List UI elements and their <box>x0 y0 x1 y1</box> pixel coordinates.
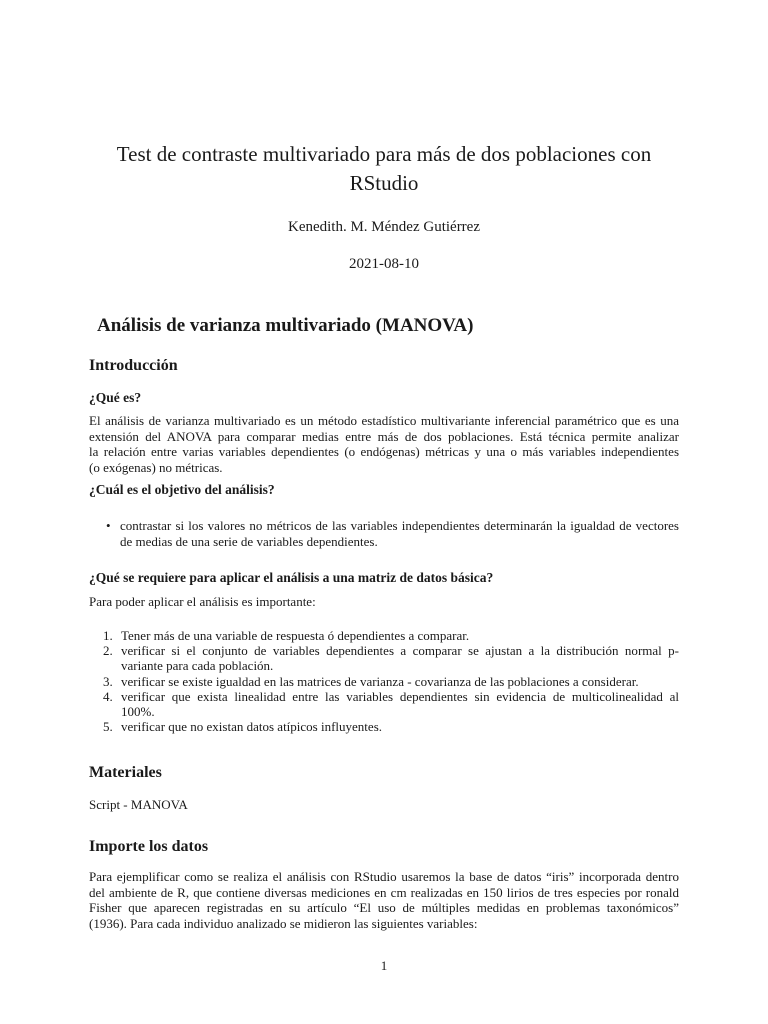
list-item-line: verificar si el conjunto de variables dependientes a comparar se ajustan a la distribución normal p- <box>121 643 679 659</box>
document-author: Kenedith. M. Méndez Gutiérrez <box>287 219 480 235</box>
list-item-number: 5. <box>103 719 113 735</box>
list-item <box>89 674 679 689</box>
list-item-number: 1. <box>103 628 113 643</box>
list-item-line: 100%. <box>121 704 155 720</box>
list-item-line: verificar que exista linealidad entre las variables dependientes sin evidencia de multicolinealidad al <box>121 688 679 704</box>
materiales-text: Script - MANOVA <box>89 797 188 812</box>
subsection-heading-importe: Importe los datos <box>89 838 209 855</box>
question-heading-que-es: ¿Qué es? <box>89 390 142 405</box>
paragraph-line: (1936). Para cada individuo analizado se midieron las siguientes variables: <box>89 915 478 931</box>
question-heading-requiere: ¿Qué se requiere para aplicar el análisis a una matriz de datos básica? <box>89 570 494 585</box>
document-date: 2021-08-10 <box>349 256 419 272</box>
subsection-heading-introduccion: Introducción <box>89 357 178 374</box>
paragraph-line: Para ejemplificar como se realiza el análisis con RStudio usaremos la base de datos “iris” incorporada dentro <box>89 869 679 884</box>
list-item <box>89 689 679 719</box>
list-item-number: 3. <box>103 673 113 689</box>
list-item-line: contrastar si los valores no métricos de las variables independientes determinarán la igualdad de vectores <box>120 518 679 533</box>
list-item-line: verificar que no existan datos atípicos influyentes. <box>121 719 383 735</box>
paragraph-line: El análisis de varianza multivariado es un método estadístico multivariante inferencial paramétrico que es una <box>89 413 679 428</box>
paragraph-requiere-intro: Para poder aplicar el análisis es importante: <box>89 594 316 609</box>
paragraph-line: Fisher que aparecen registradas en su artículo “El uso de múltiples medidas en problemas taxonómicos” <box>89 900 679 915</box>
list-item <box>89 719 679 734</box>
list-item-line: Tener más de una variable de respuesta ó dependientes a comparar. <box>121 628 470 643</box>
paragraph-line: (o exógenas) no métricas. <box>89 459 223 475</box>
page-number: 1 <box>380 958 388 973</box>
objetivo-bullet-list <box>89 518 679 549</box>
question-heading-objetivo: ¿Cuál es el objetivo del análisis? <box>89 482 275 497</box>
section-heading-manova: Análisis de varianza multivariado (MANOVA) <box>97 315 474 336</box>
paragraph-line: extensión del ANOVA para comparar medias entre más de dos poblaciones. Está técnica permite analizar <box>89 428 679 444</box>
paragraph-importe <box>89 869 679 931</box>
list-item <box>89 643 679 673</box>
paragraph-line: del ambiente de R, que contiene diversas mediciones en cm realizadas en 150 lirios de tres especies por ronald <box>89 884 679 900</box>
list-item-number: 2. <box>103 643 113 659</box>
list-item-line: verificar se existe igualdad en las matrices de varianza - covarianza de las poblaciones a considerar. <box>121 673 639 689</box>
paragraph-line: la relación entre varias variables dependientes (o endógenas) métricas y una o más variables independientes <box>89 444 679 459</box>
subsection-heading-materiales: Materiales <box>89 764 162 781</box>
list-item <box>89 628 679 643</box>
document-title: Test de contraste multivariado para más de dos poblaciones con RStudio <box>116 142 652 195</box>
bullet-icon: • <box>106 518 111 533</box>
list-item-line: variante para cada población. <box>121 658 274 674</box>
paragraph-que-es <box>89 413 679 475</box>
list-item-number: 4. <box>103 688 113 704</box>
requisitos-numbered-list <box>89 628 679 734</box>
list-item <box>89 518 679 549</box>
list-item-line: de medias de una serie de variables dependientes. <box>120 533 378 549</box>
